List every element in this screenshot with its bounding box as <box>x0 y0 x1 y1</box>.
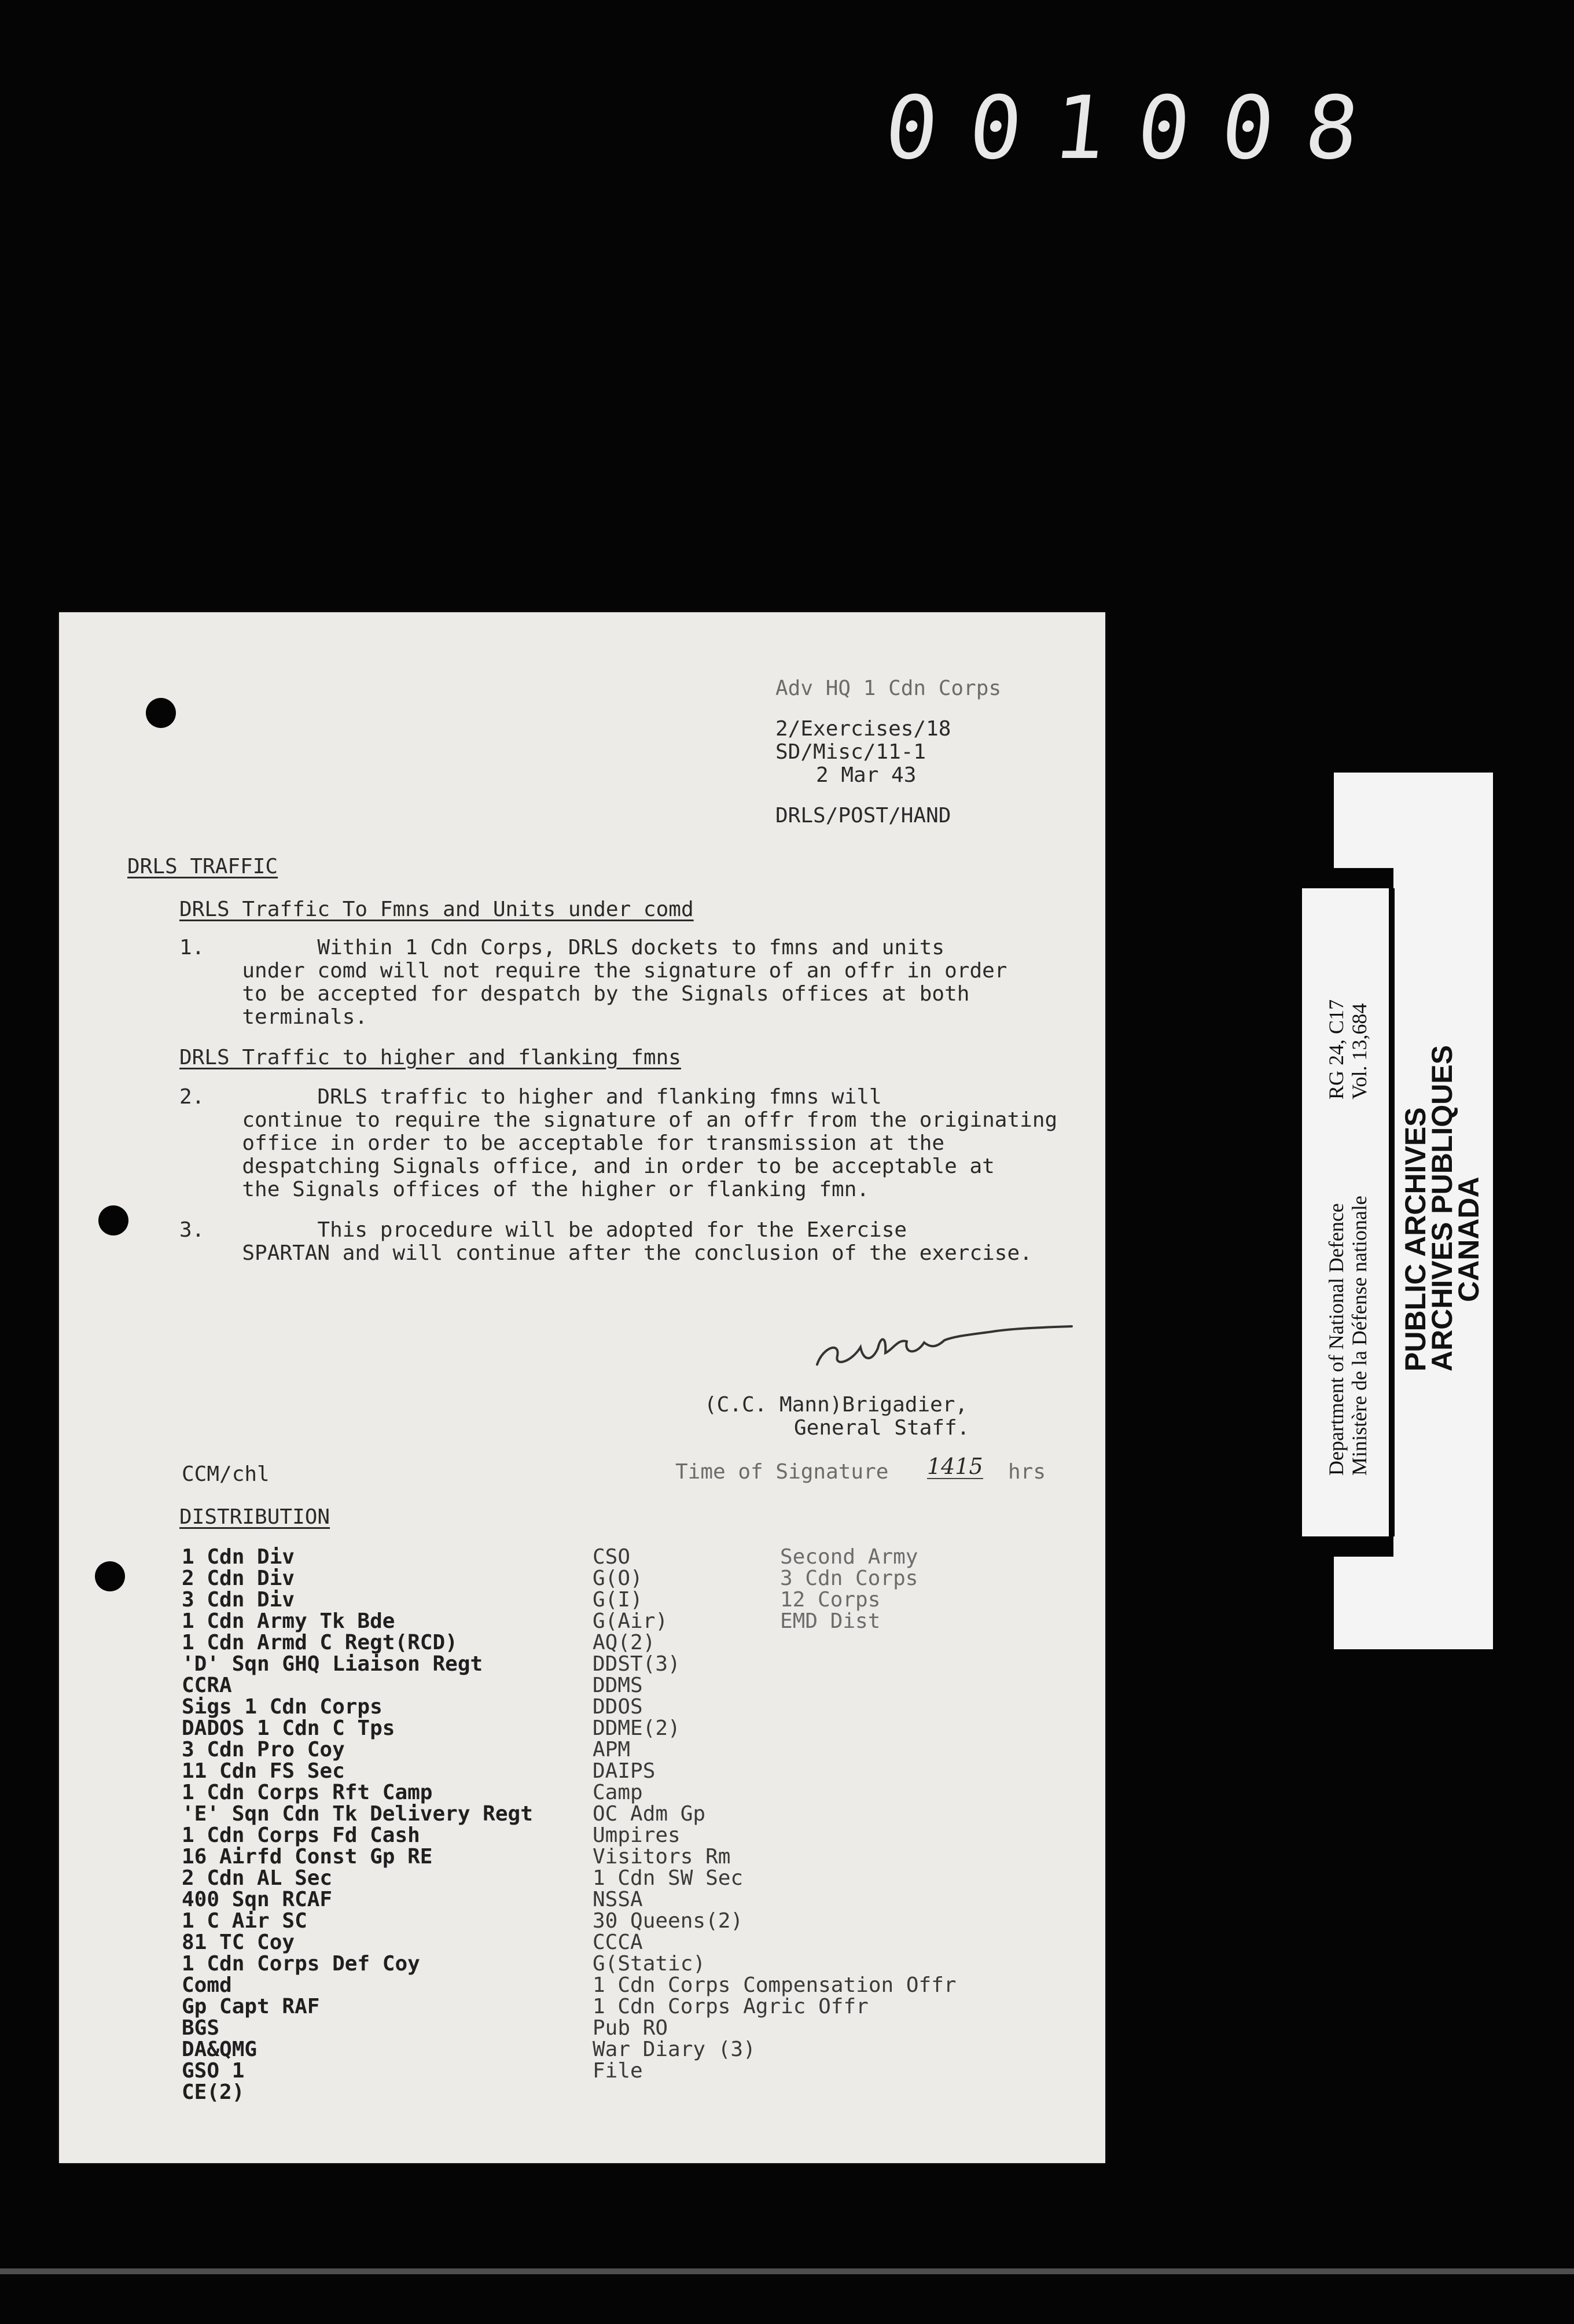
distribution-entry: Comd <box>182 1973 232 1997</box>
film-edge-strip <box>0 2268 1574 2274</box>
signatory-title: General Staff. <box>794 1416 970 1440</box>
header-delivery: DRLS/POST/HAND <box>775 804 951 828</box>
distribution-entry: CCCA <box>593 1930 643 1954</box>
distribution-entry: 1 Cdn SW Sec <box>593 1866 744 1890</box>
distribution-entry: 1 C Air SC <box>182 1909 307 1933</box>
distribution-entry: G(I) <box>593 1588 643 1612</box>
handwritten-signature <box>806 1307 1083 1382</box>
distribution-entry: CCRA <box>182 1674 232 1697</box>
distribution-entry: DDME(2) <box>593 1716 681 1740</box>
frame-number: 001008 <box>880 78 1396 179</box>
distribution-entry: 1 Cdn Corps Fd Cash <box>182 1823 420 1847</box>
distribution-entry: Second Army <box>780 1545 918 1569</box>
document-title: DRLS TRAFFIC <box>127 855 278 878</box>
distribution-entry: 2 Cdn Div <box>182 1567 295 1590</box>
archive-department-en: Department of National Defence <box>1325 1203 1348 1476</box>
distribution-entry: DDST(3) <box>593 1652 681 1676</box>
distribution-entry: 1 Cdn Corps Agric Offr <box>593 1995 869 2018</box>
distribution-entry: G(Air) <box>593 1609 668 1633</box>
archive-name-fr: ARCHIVES PUBLIQUES <box>1426 1045 1458 1371</box>
distribution-entry: 1 Cdn Div <box>182 1545 295 1569</box>
distribution-entry: 3 Cdn Pro Coy <box>182 1738 345 1762</box>
distribution-entry: 3 Cdn Corps <box>780 1567 918 1590</box>
distribution-entry: 'D' Sqn GHQ Liaison Regt <box>182 1652 483 1676</box>
distribution-entry: NSSA <box>593 1888 643 1911</box>
distribution-entry: 12 Corps <box>780 1588 881 1612</box>
distribution-entry: 16 Airfd Const Gp RE <box>182 1845 433 1869</box>
distribution-entry: 30 Queens(2) <box>593 1909 744 1933</box>
punch-hole-bottom <box>95 1561 125 1591</box>
punch-hole-middle <box>98 1205 128 1235</box>
distribution-entry: 1 Cdn Corps Def Coy <box>182 1952 420 1976</box>
section-1-heading: DRLS Traffic To Fmns and Units under comd <box>179 898 694 921</box>
signature-time-label: Time of Signature <box>675 1460 889 1484</box>
distribution-entry: Camp <box>593 1781 643 1804</box>
distribution-column-1 <box>182 1546 533 2103</box>
distribution-entry: Umpires <box>593 1823 681 1847</box>
header-office: Adv HQ 1 Cdn Corps <box>775 676 1002 700</box>
distribution-entry: CSO <box>593 1545 631 1569</box>
paragraph-2: 2. DRLS traffic to higher and flanking fmns will continue to require the signature of an offr from the originating office in order to be acceptable for transmission at the despatching Signals office, and in order to be acceptable at the Signals offices of the higher or flanking fmn. <box>179 1085 1058 1201</box>
distribution-entry: 'E' Sqn Cdn Tk Delivery Regt <box>182 1802 533 1826</box>
distribution-entry: 3 Cdn Div <box>182 1588 295 1612</box>
distribution-entry: 1 Cdn Army Tk Bde <box>182 1609 395 1633</box>
signature-time-unit: hrs <box>1008 1460 1046 1484</box>
distribution-entry: Sigs 1 Cdn Corps <box>182 1695 383 1719</box>
distribution-entry: Gp Capt RAF <box>182 1995 320 2018</box>
distribution-entry: DA&QMG <box>182 2038 258 2061</box>
distribution-entry: Pub RO <box>593 2016 668 2040</box>
signatory-name: (C.C. Mann)Brigadier, <box>704 1393 968 1417</box>
distribution-entry: GSO 1 <box>182 2059 245 2083</box>
distribution-entry: G(O) <box>593 1567 643 1590</box>
distribution-entry: DAIPS <box>593 1759 656 1783</box>
distribution-entry: CE(2) <box>182 2080 245 2104</box>
distribution-entry: DDOS <box>593 1695 643 1719</box>
signature-time-value: 1415 <box>927 1454 983 1479</box>
archive-record-group: RG 24, C17 <box>1325 999 1348 1100</box>
distribution-column-3 <box>780 1546 918 1632</box>
distribution-entry: 400 Sqn RCAF <box>182 1888 333 1911</box>
header-reference-2: SD/Misc/11-1 <box>775 740 926 764</box>
header-reference-1: 2/Exercises/18 <box>775 717 951 741</box>
archive-department-fr: Ministère de la Défense nationale <box>1348 1196 1371 1476</box>
distribution-entry: DADOS 1 Cdn C Tps <box>182 1716 395 1740</box>
header-date: 2 Mar 43 <box>816 763 917 787</box>
distribution-entry: OC Adm Gp <box>593 1802 706 1826</box>
distribution-entry: 1 Cdn Corps Rft Camp <box>182 1781 433 1804</box>
distribution-entry: 11 Cdn FS Sec <box>182 1759 345 1783</box>
paragraph-1: 1. Within 1 Cdn Corps, DRLS dockets to fmns and units under comd will not require the signature of an offr in order to be accepted for despatch by the Signals offices at both terminals. <box>179 936 1007 1029</box>
distribution-entry: AQ(2) <box>593 1631 656 1654</box>
archive-name-en: PUBLIC ARCHIVES <box>1399 1107 1432 1371</box>
document-page <box>59 612 1105 2163</box>
punch-hole-top <box>146 698 176 728</box>
paragraph-3: 3. This procedure will be adopted for the Exercise SPARTAN and will continue after the conclusion of the exercise. <box>179 1218 1032 1265</box>
distribution-entry: EMD Dist <box>780 1609 881 1633</box>
distribution-entry: BGS <box>182 2016 220 2040</box>
distribution-entry: APM <box>593 1738 631 1762</box>
distribution-entry: 1 Cdn Armd C Regt(RCD) <box>182 1631 458 1654</box>
distribution-entry: 81 TC Coy <box>182 1930 295 1954</box>
distribution-heading: DISTRIBUTION <box>179 1505 330 1529</box>
distribution-entry: War Diary (3) <box>593 2038 756 2061</box>
distribution-entry: 1 Cdn Corps Compensation Offr <box>593 1973 957 1997</box>
archive-country: CANADA <box>1452 1176 1485 1302</box>
reference-initials: CCM/chl <box>182 1462 270 1486</box>
distribution-entry: File <box>593 2059 643 2083</box>
distribution-entry: Visitors Rm <box>593 1845 731 1869</box>
distribution-entry: DDMS <box>593 1674 643 1697</box>
distribution-entry: G(Static) <box>593 1952 706 1976</box>
section-2-heading: DRLS Traffic to higher and flanking fmns <box>179 1046 681 1069</box>
distribution-entry: 2 Cdn AL Sec <box>182 1866 333 1890</box>
archive-volume: Vol. 13,684 <box>1348 1003 1371 1100</box>
